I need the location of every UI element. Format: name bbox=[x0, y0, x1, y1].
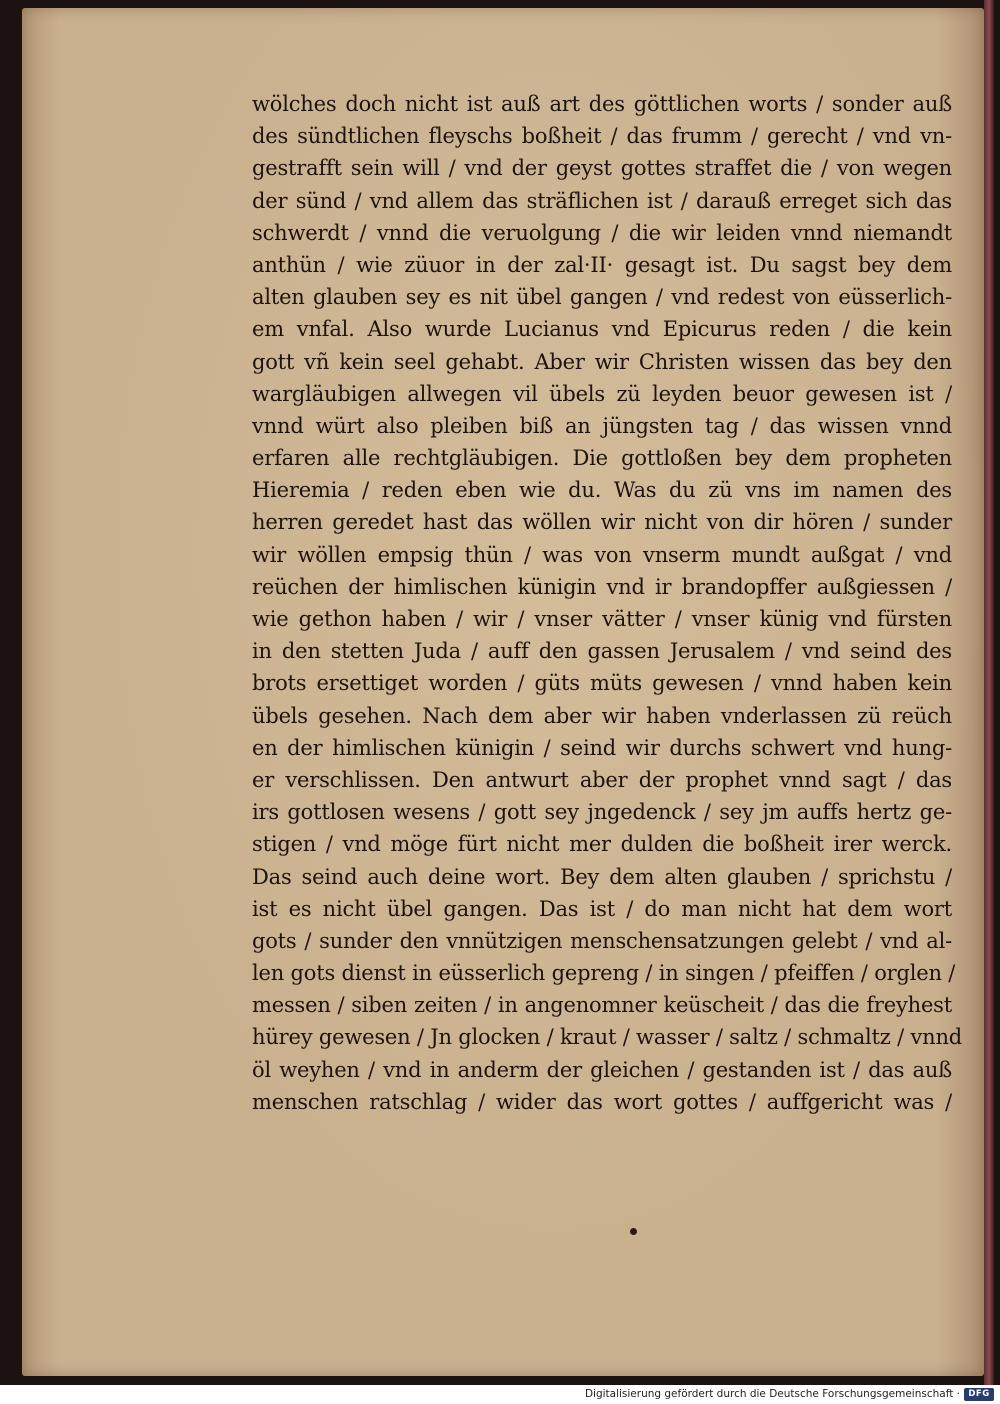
text-line: des sündtlichen fleyschs boßheit / das frumm / gerecht / vnd vn- bbox=[252, 124, 952, 149]
text-line: wie gethon haben / wir / vnser vätter / vnser künig vnd fürsten bbox=[252, 607, 952, 631]
text-line: ist es nicht übel gangen. Das ist / do man nicht hat dem wort bbox=[252, 896, 952, 921]
text-line: reüchen der himlischen künigin vnd ir brandopffer außgiessen / bbox=[252, 574, 952, 599]
text-line: irs gottlosen wesens / gott sey jngedenck / sey jm auffs hertz ge- bbox=[252, 800, 952, 825]
text-line: wir wöllen empsig thün / was von vnserm mundt außgat / vnd bbox=[252, 542, 952, 567]
text-line: schwerdt / vnnd die veruolgung / die wir leiden vnnd niemandt bbox=[252, 220, 952, 245]
text-line: Das seind auch deine wort. Bey dem alten glauben / sprichstu / bbox=[252, 864, 952, 889]
text-line: übels gesehen. Nach dem aber wir haben vnderlassen zü reüch bbox=[252, 703, 952, 728]
text-line: anthün / wie züuor in der zal·II· gesagt ist. Du sagst bey dem bbox=[252, 252, 952, 277]
text-line: vnnd würt also pleiben biß an jüngsten tag / das wissen vnnd bbox=[252, 413, 952, 438]
dfg-logo: DFG bbox=[964, 1388, 994, 1401]
book-edge bbox=[984, 0, 994, 1385]
text-line: erfaren alle rechtgläubigen. Die gottloßen bey dem propheten bbox=[252, 446, 952, 471]
text-line: gestrafft sein will / vnd der geyst gottes straffet die / von wegen bbox=[252, 156, 952, 181]
text-line: hürey gewesen / Jn glocken / kraut / wasser / saltz / schmaltz / vnnd bbox=[252, 1025, 963, 1050]
text-line: er verschlissen. Den antwurt aber der prophet vnnd sagt / das bbox=[252, 767, 952, 792]
book-page bbox=[22, 8, 984, 1376]
body-text bbox=[252, 88, 963, 1118]
text-line: herren geredet hast das wöllen wir nicht von dir hören / sunder bbox=[252, 510, 952, 535]
ink-dot bbox=[630, 1228, 637, 1235]
footer-credit: Digitalisierung gefördert durch die Deutsche Forschungsgemeinschaft · bbox=[584, 1388, 960, 1400]
text-line: alten glauben sey es nit übel gangen / vnd redest von eüsserlich- bbox=[252, 285, 952, 310]
text-line: messen / siben zeiten / in angenomner keüscheit / das die freyhest bbox=[252, 993, 952, 1018]
footer-bar bbox=[0, 1385, 1000, 1404]
text-line: en der himlischen künigin / seind wir durchs schwert vnd hung- bbox=[252, 735, 952, 760]
text-line: Hieremia / reden eben wie du. Was du zü vns im namen des bbox=[252, 478, 952, 503]
text-line: stigen / vnd möge fürt nicht mer dulden die boßheit irer werck. bbox=[252, 832, 952, 857]
text-line: wölches doch nicht ist auß art des göttlichen worts / sonder auß bbox=[252, 92, 952, 116]
text-line: em vnfal. Also wurde Lucianus vnd Epicurus reden / die kein bbox=[252, 317, 952, 342]
text-line: len gots dienst in eüsserlich gepreng / in singen / pfeiffen / orglen / bbox=[252, 961, 956, 986]
text-line: öl weyhen / vnd in anderm der gleichen / gestanden ist / das auß bbox=[252, 1057, 952, 1082]
text-line: gott vñ kein seel gehabt. Aber wir Christen wissen das bey den bbox=[252, 349, 952, 374]
text-line: in den stetten Juda / auff den gassen Jerusalem / vnd seind des bbox=[252, 639, 952, 664]
text-line: wargläubigen allwegen vil übels zü leyden beuor gewesen ist / bbox=[252, 381, 952, 406]
text-line: gots / sunder den vnnützigen menschensatzungen gelebt / vnd al- bbox=[252, 928, 952, 953]
text-line: menschen ratschlag / wider das wort gottes / auffgericht was / bbox=[252, 1089, 952, 1114]
text-line: brots ersettiget worden / güts müts gewesen / vnnd haben kein bbox=[252, 671, 952, 696]
text-line: der sünd / vnd allem das sträflichen ist / darauß erreget sich das bbox=[252, 188, 952, 213]
